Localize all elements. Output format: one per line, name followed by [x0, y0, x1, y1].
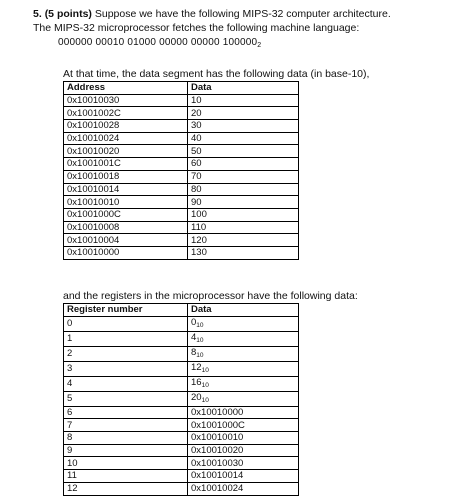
register-data-cell — [188, 346, 299, 361]
register-data-cell — [188, 406, 299, 419]
register-value: 12 — [191, 361, 202, 373]
register-value-base: 10 — [196, 336, 204, 344]
memory-header-data: Data — [188, 82, 299, 95]
memory-intro: At that time, the data segment has the following data (in base-10), — [63, 68, 370, 80]
question-heading — [33, 8, 391, 21]
register-value: 0x10010024 — [191, 483, 244, 495]
register-value: 0 — [191, 316, 197, 328]
memory-address-cell: 0x10010024 — [64, 132, 188, 145]
memory-address-cell: 0x10010010 — [64, 196, 188, 209]
memory-data-cell: 60 — [188, 158, 299, 171]
memory-address-cell: 0x10010020 — [64, 145, 188, 158]
memory-row — [64, 246, 299, 259]
memory-address-cell: 0x1001002C — [64, 107, 188, 120]
register-data-cell — [188, 457, 299, 470]
memory-row — [64, 221, 299, 234]
register-data-cell — [188, 316, 299, 331]
register-data-cell — [188, 331, 299, 346]
memory-row — [64, 183, 299, 196]
memory-address-cell: 0x10010004 — [64, 234, 188, 247]
question-fetch-line: The MIPS-32 microprocessor fetches the following machine language: — [33, 22, 360, 34]
question-statement: Suppose we have the following MIPS-32 computer architecture. — [94, 8, 391, 20]
register-row — [64, 391, 299, 406]
memory-row — [64, 107, 299, 120]
memory-table — [63, 81, 299, 260]
memory-address-cell: 0x10010008 — [64, 221, 188, 234]
register-row — [64, 432, 299, 445]
machine-code — [58, 36, 261, 52]
memory-data-cell: 90 — [188, 196, 299, 209]
memory-data-cell: 40 — [188, 132, 299, 145]
memory-address-cell: 0x10010000 — [64, 246, 188, 259]
machine-code-bits: 000000 00010 01000 00000 00000 100000 — [58, 37, 258, 48]
memory-data-cell: 10 — [188, 94, 299, 107]
memory-data-cell: 130 — [188, 246, 299, 259]
register-header-number: Register number — [64, 304, 188, 317]
register-row — [64, 444, 299, 457]
register-value-base: 10 — [201, 366, 209, 374]
memory-row — [64, 94, 299, 107]
register-row — [64, 482, 299, 495]
memory-row — [64, 208, 299, 221]
memory-address-cell: 0x10010028 — [64, 120, 188, 133]
register-table-body — [64, 316, 299, 495]
register-value-base: 10 — [201, 381, 209, 389]
register-number-cell: 2 — [64, 346, 188, 361]
register-value-base: 10 — [196, 321, 204, 329]
memory-row — [64, 145, 299, 158]
register-row — [64, 419, 299, 432]
memory-address-cell: 0x10010018 — [64, 170, 188, 183]
memory-data-cell: 50 — [188, 145, 299, 158]
machine-code-base: 2 — [257, 42, 262, 49]
memory-data-cell: 80 — [188, 183, 299, 196]
register-value-base: 10 — [196, 351, 204, 359]
memory-row — [64, 196, 299, 209]
register-value: 16 — [191, 376, 202, 388]
register-value: 0x10010014 — [191, 470, 244, 482]
register-number-cell: 0 — [64, 316, 188, 331]
register-table — [63, 303, 299, 496]
register-number-cell: 6 — [64, 406, 188, 419]
memory-row — [64, 120, 299, 133]
memory-address-cell: 0x10010014 — [64, 183, 188, 196]
memory-address-cell: 0x10010030 — [64, 94, 188, 107]
register-row — [64, 346, 299, 361]
register-data-cell — [188, 482, 299, 495]
question-number: 5. — [33, 8, 42, 20]
memory-data-cell: 120 — [188, 234, 299, 247]
register-data-cell — [188, 444, 299, 457]
register-value: 8 — [191, 346, 197, 358]
register-number-cell: 1 — [64, 331, 188, 346]
memory-header-address: Address — [64, 82, 188, 95]
memory-address-cell: 0x1001001C — [64, 158, 188, 171]
register-data-cell — [188, 361, 299, 376]
register-row — [64, 457, 299, 470]
register-row — [64, 406, 299, 419]
memory-data-cell: 30 — [188, 120, 299, 133]
memory-table-body — [64, 94, 299, 259]
register-table-header — [64, 304, 299, 317]
memory-table-header — [64, 82, 299, 95]
register-number-cell: 12 — [64, 482, 188, 495]
register-header-data: Data — [188, 304, 299, 317]
memory-data-cell: 20 — [188, 107, 299, 120]
memory-data-cell: 70 — [188, 170, 299, 183]
register-value: 0x10010030 — [191, 457, 244, 469]
register-row — [64, 376, 299, 391]
memory-row — [64, 234, 299, 247]
register-data-cell — [188, 432, 299, 445]
register-value: 20 — [191, 391, 202, 403]
memory-row — [64, 158, 299, 171]
register-number-cell: 10 — [64, 457, 188, 470]
register-number-cell: 5 — [64, 391, 188, 406]
register-data-cell — [188, 419, 299, 432]
registers-intro: and the registers in the microprocessor have the following data: — [63, 290, 358, 302]
question-points: (5 points) — [44, 8, 92, 20]
register-row — [64, 331, 299, 346]
register-number-cell: 4 — [64, 376, 188, 391]
register-row — [64, 361, 299, 376]
register-value: 0x10010000 — [191, 407, 244, 419]
register-number-cell: 9 — [64, 444, 188, 457]
memory-row — [64, 170, 299, 183]
memory-data-cell: 110 — [188, 221, 299, 234]
register-row — [64, 316, 299, 331]
register-number-cell: 7 — [64, 419, 188, 432]
memory-row — [64, 132, 299, 145]
register-value: 4 — [191, 331, 197, 343]
register-number-cell: 11 — [64, 470, 188, 483]
register-data-cell — [188, 376, 299, 391]
register-value: 0x10010020 — [191, 445, 244, 457]
register-row — [64, 470, 299, 483]
memory-data-cell: 100 — [188, 208, 299, 221]
memory-address-cell: 0x1001000C — [64, 208, 188, 221]
register-number-cell: 8 — [64, 432, 188, 445]
register-data-cell — [188, 391, 299, 406]
register-number-cell: 3 — [64, 361, 188, 376]
register-value: 0x1001000C — [191, 419, 245, 431]
register-value: 0x10010010 — [191, 432, 244, 444]
register-data-cell — [188, 470, 299, 483]
register-value-base: 10 — [201, 396, 209, 404]
